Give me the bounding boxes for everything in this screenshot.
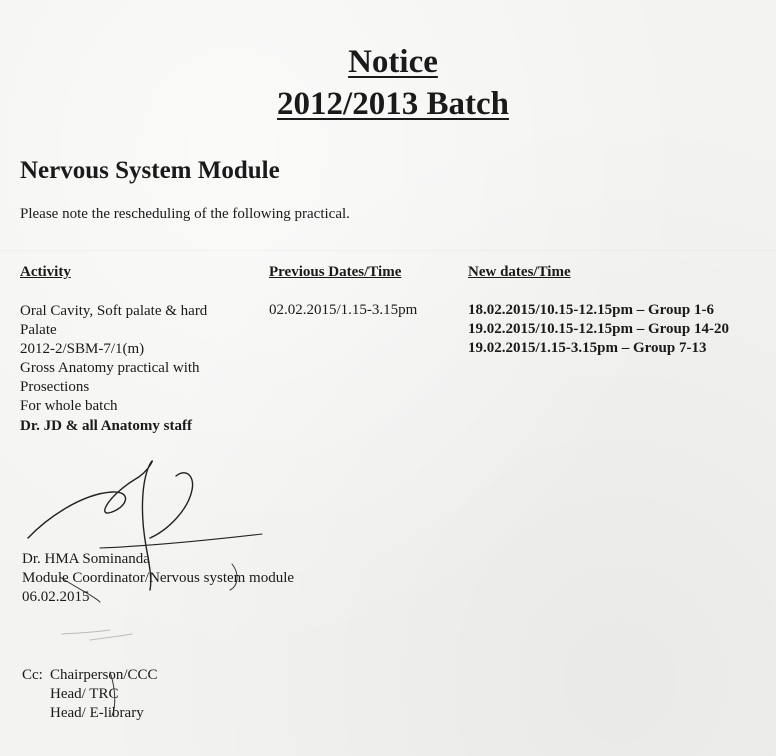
cc-recipient: Head/ E-library (50, 705, 144, 721)
signatory-name: Dr. HMA Sominanda (22, 551, 150, 567)
module-title: Nervous System Module (20, 157, 280, 184)
activity-line: For whole batch (20, 398, 118, 414)
batch-title: 2012/2013 Batch (277, 86, 509, 122)
activity-line: Prosections (20, 379, 90, 395)
activity-line: Palate (20, 322, 57, 338)
intro-text: Please note the rescheduling of the following practical. (20, 206, 350, 222)
cc-recipient: Head/ TRC (50, 686, 119, 702)
activity-line: Gross Anatomy practical with (20, 360, 200, 376)
new-date-line: 19.02.2015/10.15-12.15pm – Group 14-20 (468, 321, 729, 337)
signatory-role: Module Coordinator/Nervous system module (22, 570, 295, 586)
column-header-new-dates: New dates/Time (468, 264, 571, 280)
cc-prefix: Cc: (22, 667, 43, 683)
new-date-line: 18.02.2015/10.15-12.15pm – Group 1-6 (468, 302, 714, 318)
column-header-previous-dates: Previous Dates/Time (269, 264, 402, 280)
column-header-activity: Activity (20, 264, 71, 280)
cc-recipient: Chairperson/CCC (50, 667, 158, 683)
previous-date: 02.02.2015/1.15-3.15pm (269, 302, 418, 318)
activity-line: 2012-2/SBM-7/1(m) (20, 341, 145, 357)
notice-title: Notice (348, 44, 438, 80)
paper-fold-line (0, 250, 776, 251)
activity-line: Oral Cavity, Soft palate & hard (20, 303, 208, 319)
activity-staff: Dr. JD & all Anatomy staff (20, 418, 192, 434)
new-date-line: 19.02.2015/1.15-3.15pm – Group 7-13 (468, 340, 707, 356)
signatory-date: 06.02.2015 (22, 589, 90, 605)
